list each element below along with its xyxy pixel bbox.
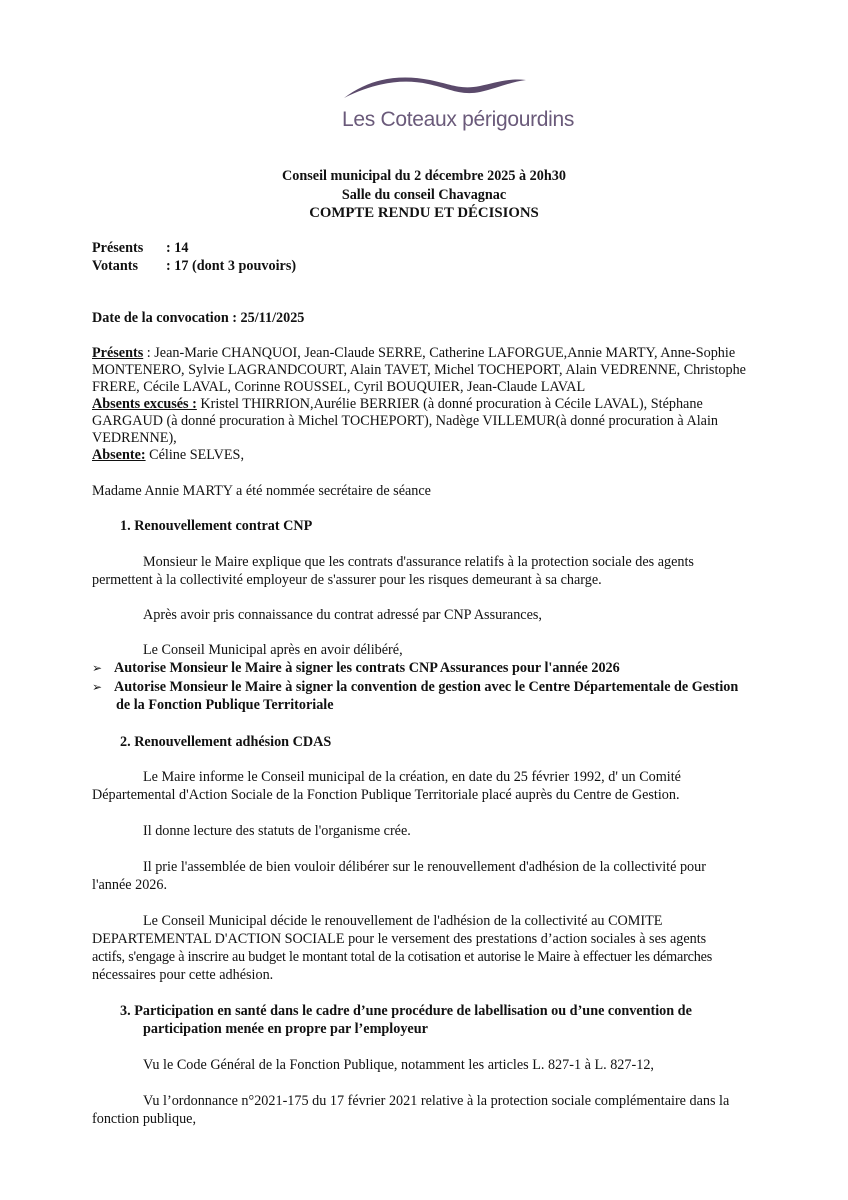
arrow-bullet-icon: ➢ <box>92 661 103 675</box>
absente-label: Absente: <box>92 447 146 463</box>
presents-label: Présents <box>92 345 144 361</box>
document-heading: COMPTE RENDU ET DÉCISIONS <box>309 205 539 221</box>
section-1-heading: 1. Renouvellement contrat CNP <box>120 518 313 534</box>
meeting-title: Conseil municipal du 2 décembre 2025 à 20h30 <box>282 168 566 184</box>
section-3-heading-line1: 3. Participation en santé dans le cadre d’une procédure de labellisation ou d’une convention de <box>120 1003 692 1019</box>
logo-swoosh-graphic <box>330 72 540 112</box>
votants-count-value: : 17 (dont 3 pouvoirs) <box>166 258 297 274</box>
section-3-p1: Vu le Code Général de la Fonction Publique, notamment les articles L. 827-1 à L. 827-12, <box>143 1057 654 1073</box>
presents-names-1: : Jean-Marie CHANQUOI, Jean-Claude SERRE, Catherine LAFORGUE,Annie MARTY, Anne-Sophie <box>143 345 736 361</box>
votants-count-label: Votants <box>92 258 138 274</box>
section-2-p4-line1: Le Conseil Municipal décide le renouvellement de l'adhésion de la collectivité au COMITE <box>143 913 663 929</box>
meeting-location: Salle du conseil Chavagnac <box>341 187 507 203</box>
section-1-p1-line1: Monsieur le Maire explique que les contrats d'assurance relatifs à la protection sociale des agents <box>143 554 694 570</box>
section-3-heading-line2: participation menée en propre par l’employeur <box>143 1021 428 1037</box>
section-1-bullet-2 <box>92 678 738 696</box>
presents-names-2: MONTENERO, Sylvie LAGRANDCOURT, Alain TAVET, Michel TOCHEPORT, Alain VEDRENNE, Christophe <box>92 362 746 378</box>
section-2-p3-line1: Il prie l'assemblée de bien vouloir délibérer sur le renouvellement d'adhésion de la collectivité pour <box>143 859 706 875</box>
section-2-p4-line3: actifs, s'engage à inscrire au budget le montant total de la cotisation et autorise le Maire à effectuer les démarches <box>92 949 713 965</box>
section-1-p3: Le Conseil Municipal après en avoir délibéré, <box>143 642 403 658</box>
secretary-line: Madame Annie MARTY a été nommée secrétaire de séance <box>92 483 431 499</box>
arrow-bullet-icon: ➢ <box>92 680 103 694</box>
presents-names-3: FRERE, Cécile LAVAL, Corinne ROUSSEL, Cyril BOUQUIER, Jean-Claude LAVAL <box>92 379 586 395</box>
section-2-p4-line2: DEPARTEMENTAL D'ACTION SOCIALE pour le versement des prestations d’action sociales à ses agents <box>92 931 707 947</box>
section-1-bullet-1 <box>92 659 620 677</box>
section-2-p4-line4: nécessaires pour cette adhésion. <box>92 967 274 983</box>
presents-count-value: : 14 <box>166 240 189 256</box>
excuses-names-1: Kristel THIRRION,Aurélie BERRIER (à donné procuration à Cécile LAVAL), Stéphane <box>196 396 703 412</box>
section-3-p2-line1: Vu l’ordonnance n°2021-175 du 17 février 2021 relative à la protection sociale complémentaire dans la <box>143 1093 730 1109</box>
section-1-p2: Après avoir pris connaissance du contrat adressé par CNP Assurances, <box>143 607 542 623</box>
section-1-bullet-1-text: Autorise Monsieur le Maire à signer les contrats CNP Assurances pour l'année 2026 <box>114 660 620 676</box>
section-1-p1-line2: permettent à la collectivité employeur de s'assurer pour les risques demeurant à sa charge. <box>92 572 602 588</box>
presents-line-1 <box>92 344 735 362</box>
section-2-p2: Il donne lecture des statuts de l'organisme crée. <box>143 823 411 839</box>
excuses-names-3: VEDRENNE), <box>92 430 177 446</box>
presents-count-label: Présents <box>92 240 144 256</box>
logo <box>330 72 575 146</box>
section-3-p2-line2: fonction publique, <box>92 1111 197 1127</box>
excuses-label: Absents excusés : <box>92 396 197 412</box>
excuses-names-2: GARGAUD (à donné procuration à Michel TOCHEPORT), Nadège VILLEMUR(à donné procuration à Alain <box>92 413 719 429</box>
section-2-p3-line2: l'année 2026. <box>92 877 168 893</box>
section-1-bullet-2-cont: de la Fonction Publique Territoriale <box>116 697 334 713</box>
section-2-heading: 2. Renouvellement adhésion CDAS <box>120 734 332 750</box>
section-2-p1-line1: Le Maire informe le Conseil municipal de la création, en date du 25 février 1992, d' un Comité <box>143 769 681 785</box>
absente-line <box>92 446 244 464</box>
logo-text: Les Coteaux périgourdins <box>342 108 575 131</box>
excuses-line-1 <box>92 395 703 413</box>
convocation-date: Date de la convocation : 25/11/2025 <box>92 310 305 326</box>
section-2-p1-line2: Départemental d'Action Sociale de la Fonction Publique Territoriale placé auprès du Centre de Gestion. <box>92 787 680 803</box>
section-1-bullet-2-text: Autorise Monsieur le Maire à signer la convention de gestion avec le Centre Départementale de Gestion <box>114 679 739 695</box>
absente-name: Céline SELVES, <box>145 447 244 463</box>
